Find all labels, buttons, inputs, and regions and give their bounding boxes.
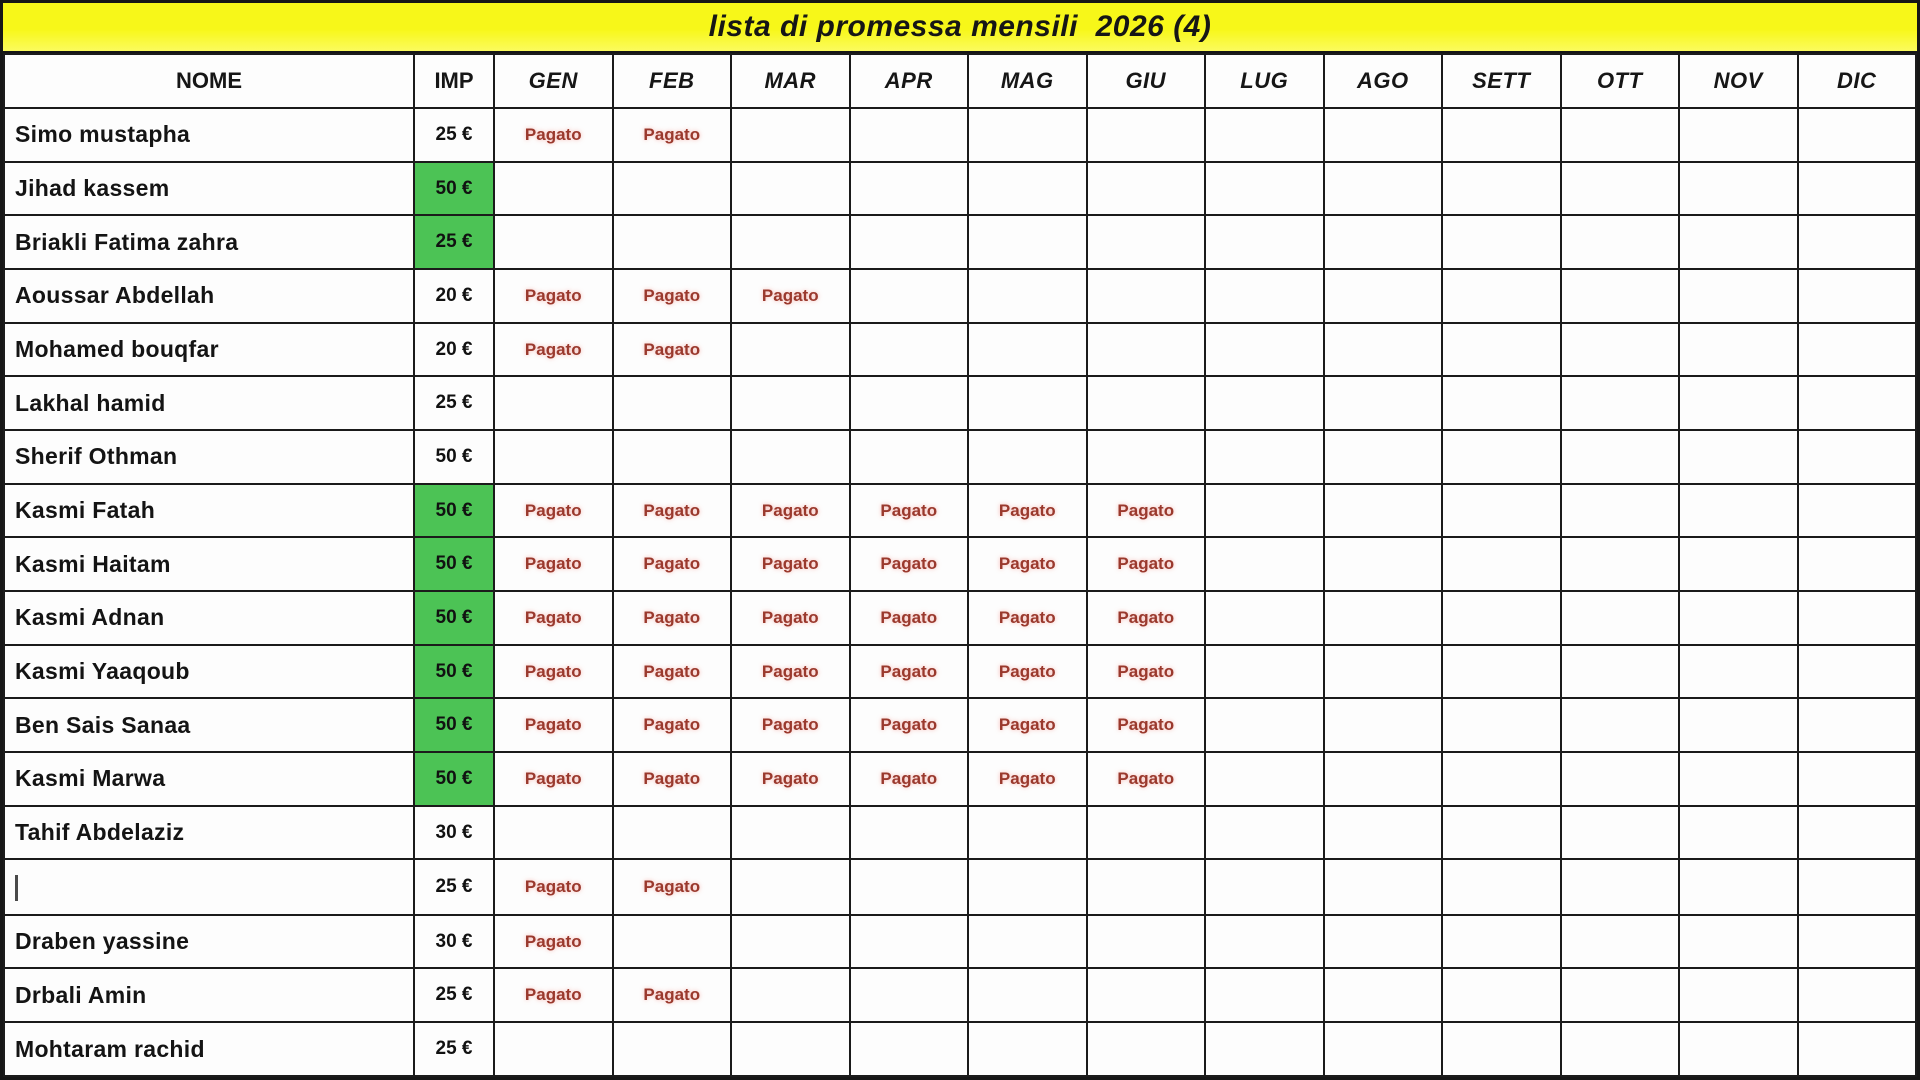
month-cell-lug[interactable]: [1205, 537, 1324, 591]
month-cell-mag[interactable]: [968, 1022, 1087, 1076]
month-cell-ott[interactable]: [1561, 537, 1680, 591]
month-cell-mag[interactable]: [968, 323, 1087, 377]
month-cell-dic[interactable]: [1798, 162, 1917, 216]
month-cell-lug[interactable]: [1205, 162, 1324, 216]
month-cell-giu[interactable]: [1087, 430, 1206, 484]
month-cell-lug[interactable]: [1205, 484, 1324, 538]
month-cell-ott[interactable]: [1561, 645, 1680, 699]
month-cell-lug[interactable]: [1205, 698, 1324, 752]
month-cell-mar[interactable]: Pagato: [731, 484, 850, 538]
month-cell-mar[interactable]: [731, 859, 850, 914]
month-cell-gen[interactable]: Pagato: [494, 915, 613, 969]
month-cell-ago[interactable]: [1324, 323, 1443, 377]
month-cell-gen[interactable]: [494, 1022, 613, 1076]
month-cell-sett[interactable]: [1442, 376, 1561, 430]
month-cell-mag[interactable]: [968, 108, 1087, 162]
month-cell-giu[interactable]: [1087, 108, 1206, 162]
name-cell[interactable]: Jihad kassem: [4, 162, 414, 216]
month-cell-dic[interactable]: [1798, 915, 1917, 969]
column-header-imp[interactable]: IMP: [414, 54, 494, 108]
month-cell-gen[interactable]: Pagato: [494, 645, 613, 699]
month-cell-nov[interactable]: [1679, 591, 1798, 645]
month-cell-nov[interactable]: [1679, 269, 1798, 323]
month-cell-nov[interactable]: [1679, 915, 1798, 969]
imp-cell[interactable]: 50 €: [414, 537, 494, 591]
month-cell-mar[interactable]: [731, 162, 850, 216]
month-cell-sett[interactable]: [1442, 269, 1561, 323]
month-cell-mar[interactable]: Pagato: [731, 645, 850, 699]
month-cell-giu[interactable]: Pagato: [1087, 752, 1206, 806]
column-header-sett[interactable]: SETT: [1442, 54, 1561, 108]
imp-cell[interactable]: 30 €: [414, 915, 494, 969]
month-cell-nov[interactable]: [1679, 859, 1798, 914]
month-cell-mag[interactable]: [968, 859, 1087, 914]
name-cell[interactable]: Kasmi Yaaqoub: [4, 645, 414, 699]
month-cell-feb[interactable]: Pagato: [613, 323, 732, 377]
month-cell-ott[interactable]: [1561, 806, 1680, 860]
month-cell-lug[interactable]: [1205, 1022, 1324, 1076]
column-header-ago[interactable]: AGO: [1324, 54, 1443, 108]
name-cell[interactable]: Draben yassine: [4, 915, 414, 969]
month-cell-ott[interactable]: [1561, 752, 1680, 806]
month-cell-mar[interactable]: [731, 1022, 850, 1076]
month-cell-sett[interactable]: [1442, 859, 1561, 914]
imp-cell[interactable]: 20 €: [414, 269, 494, 323]
table-row: [4, 108, 1916, 162]
month-cell-nov[interactable]: [1679, 698, 1798, 752]
month-cell-lug[interactable]: [1205, 215, 1324, 269]
month-cell-apr[interactable]: [850, 430, 969, 484]
imp-cell[interactable]: 50 €: [414, 162, 494, 216]
month-cell-mag[interactable]: Pagato: [968, 698, 1087, 752]
name-cell[interactable]: Simo mustapha: [4, 108, 414, 162]
month-cell-nov[interactable]: [1679, 376, 1798, 430]
month-cell-dic[interactable]: [1798, 968, 1917, 1022]
month-cell-gen[interactable]: Pagato: [494, 269, 613, 323]
name-cell[interactable]: Lakhal hamid: [4, 376, 414, 430]
month-cell-feb[interactable]: Pagato: [613, 269, 732, 323]
month-cell-lug[interactable]: [1205, 376, 1324, 430]
month-cell-mar[interactable]: [731, 376, 850, 430]
table-row: [4, 915, 1916, 969]
month-cell-apr[interactable]: [850, 1022, 969, 1076]
month-cell-feb[interactable]: Pagato: [613, 108, 732, 162]
month-cell-apr[interactable]: [850, 215, 969, 269]
month-cell-dic[interactable]: [1798, 269, 1917, 323]
month-cell-lug[interactable]: [1205, 645, 1324, 699]
table-row: [4, 591, 1916, 645]
imp-cell[interactable]: 30 €: [414, 806, 494, 860]
column-header-mar[interactable]: MAR: [731, 54, 850, 108]
month-cell-feb[interactable]: [613, 376, 732, 430]
month-cell-dic[interactable]: [1798, 752, 1917, 806]
month-cell-giu[interactable]: [1087, 1022, 1206, 1076]
table-row: [4, 162, 1916, 216]
month-cell-apr[interactable]: Pagato: [850, 591, 969, 645]
month-cell-ago[interactable]: [1324, 215, 1443, 269]
table-row: [4, 859, 1916, 914]
month-cell-giu[interactable]: [1087, 915, 1206, 969]
month-cell-nov[interactable]: [1679, 968, 1798, 1022]
month-cell-feb[interactable]: Pagato: [613, 484, 732, 538]
month-cell-gen[interactable]: Pagato: [494, 323, 613, 377]
month-cell-mag[interactable]: [968, 915, 1087, 969]
name-cell[interactable]: Ben Sais Sanaa: [4, 698, 414, 752]
table-row: [4, 698, 1916, 752]
imp-cell[interactable]: 50 €: [414, 645, 494, 699]
column-header-ott[interactable]: OTT: [1561, 54, 1680, 108]
month-cell-sett[interactable]: [1442, 537, 1561, 591]
month-cell-ott[interactable]: [1561, 323, 1680, 377]
month-cell-ago[interactable]: [1324, 806, 1443, 860]
month-cell-mar[interactable]: [731, 915, 850, 969]
name-cell[interactable]: Kasmi Haitam: [4, 537, 414, 591]
month-cell-giu[interactable]: Pagato: [1087, 591, 1206, 645]
month-cell-mar[interactable]: Pagato: [731, 698, 850, 752]
month-cell-mar[interactable]: [731, 806, 850, 860]
column-header-nov[interactable]: NOV: [1679, 54, 1798, 108]
imp-cell[interactable]: 25 €: [414, 968, 494, 1022]
month-cell-ott[interactable]: [1561, 108, 1680, 162]
month-cell-apr[interactable]: Pagato: [850, 484, 969, 538]
month-cell-mag[interactable]: Pagato: [968, 591, 1087, 645]
month-cell-giu[interactable]: [1087, 968, 1206, 1022]
month-cell-mar[interactable]: Pagato: [731, 591, 850, 645]
month-cell-apr[interactable]: [850, 806, 969, 860]
month-cell-ago[interactable]: [1324, 645, 1443, 699]
month-cell-ott[interactable]: [1561, 269, 1680, 323]
month-cell-mar[interactable]: Pagato: [731, 537, 850, 591]
name-cell[interactable]: Drbali Amin: [4, 968, 414, 1022]
month-cell-feb[interactable]: Pagato: [613, 968, 732, 1022]
name-cell[interactable]: Kasmi Fatah: [4, 484, 414, 538]
imp-cell[interactable]: 25 €: [414, 1022, 494, 1076]
imp-cell[interactable]: 20 €: [414, 323, 494, 377]
month-cell-ago[interactable]: [1324, 162, 1443, 216]
month-cell-feb[interactable]: [613, 215, 732, 269]
table-row: [4, 645, 1916, 699]
month-cell-lug[interactable]: [1205, 915, 1324, 969]
month-cell-feb[interactable]: Pagato: [613, 645, 732, 699]
table-row: [4, 269, 1916, 323]
month-cell-mar[interactable]: Pagato: [731, 269, 850, 323]
month-cell-sett[interactable]: [1442, 162, 1561, 216]
table-row: [4, 806, 1916, 860]
month-cell-sett[interactable]: [1442, 968, 1561, 1022]
month-cell-ago[interactable]: [1324, 752, 1443, 806]
month-cell-lug[interactable]: [1205, 323, 1324, 377]
month-cell-ago[interactable]: [1324, 108, 1443, 162]
month-cell-lug[interactable]: [1205, 752, 1324, 806]
column-header-apr[interactable]: APR: [850, 54, 969, 108]
month-cell-nov[interactable]: [1679, 484, 1798, 538]
month-cell-dic[interactable]: [1798, 323, 1917, 377]
month-cell-giu[interactable]: [1087, 323, 1206, 377]
month-cell-dic[interactable]: [1798, 108, 1917, 162]
month-cell-ott[interactable]: [1561, 162, 1680, 216]
month-cell-ott[interactable]: [1561, 430, 1680, 484]
table-body: [4, 108, 1916, 1076]
month-cell-ago[interactable]: [1324, 859, 1443, 914]
name-cell[interactable]: Mohamed bouqfar: [4, 323, 414, 377]
title-bar[interactable]: [3, 3, 1917, 53]
table-row: [4, 1022, 1916, 1076]
month-cell-nov[interactable]: [1679, 645, 1798, 699]
month-cell-sett[interactable]: [1442, 108, 1561, 162]
month-cell-nov[interactable]: [1679, 1022, 1798, 1076]
month-cell-apr[interactable]: [850, 376, 969, 430]
promise-table: [3, 53, 1917, 1077]
month-cell-sett[interactable]: [1442, 645, 1561, 699]
name-cell[interactable]: Tahif Abdelaziz: [4, 806, 414, 860]
month-cell-mar[interactable]: [731, 968, 850, 1022]
name-cell[interactable]: Kasmi Adnan: [4, 591, 414, 645]
column-header-gen[interactable]: GEN: [494, 54, 613, 108]
month-cell-giu[interactable]: Pagato: [1087, 698, 1206, 752]
month-cell-mag[interactable]: [968, 376, 1087, 430]
month-cell-gen[interactable]: [494, 806, 613, 860]
month-cell-sett[interactable]: [1442, 323, 1561, 377]
month-cell-lug[interactable]: [1205, 591, 1324, 645]
month-cell-mar[interactable]: Pagato: [731, 752, 850, 806]
month-cell-dic[interactable]: [1798, 1022, 1917, 1076]
month-cell-apr[interactable]: Pagato: [850, 537, 969, 591]
month-cell-nov[interactable]: [1679, 323, 1798, 377]
month-cell-ott[interactable]: [1561, 915, 1680, 969]
imp-cell[interactable]: 25 €: [414, 108, 494, 162]
month-cell-nov[interactable]: [1679, 162, 1798, 216]
text-cursor: [15, 875, 18, 901]
month-cell-nov[interactable]: [1679, 215, 1798, 269]
month-cell-sett[interactable]: [1442, 806, 1561, 860]
page-title: lista di promessa mensili 2026 (4): [708, 10, 1212, 43]
month-cell-mar[interactable]: [731, 430, 850, 484]
month-cell-dic[interactable]: [1798, 591, 1917, 645]
name-cell[interactable]: Mohtaram rachid: [4, 1022, 414, 1076]
month-cell-apr[interactable]: Pagato: [850, 752, 969, 806]
month-cell-ago[interactable]: [1324, 591, 1443, 645]
month-cell-ott[interactable]: [1561, 698, 1680, 752]
month-cell-feb[interactable]: [613, 162, 732, 216]
month-cell-dic[interactable]: [1798, 376, 1917, 430]
name-cell[interactable]: Briakli Fatima zahra: [4, 215, 414, 269]
month-cell-dic[interactable]: [1798, 806, 1917, 860]
month-cell-giu[interactable]: [1087, 806, 1206, 860]
month-cell-ago[interactable]: [1324, 537, 1443, 591]
name-cell[interactable]: Sherif Othman: [4, 430, 414, 484]
month-cell-sett[interactable]: [1442, 215, 1561, 269]
month-cell-ott[interactable]: [1561, 591, 1680, 645]
month-cell-ago[interactable]: [1324, 484, 1443, 538]
month-cell-ott[interactable]: [1561, 215, 1680, 269]
table-row: [4, 537, 1916, 591]
month-cell-apr[interactable]: [850, 162, 969, 216]
imp-cell[interactable]: 50 €: [414, 591, 494, 645]
month-cell-sett[interactable]: [1442, 484, 1561, 538]
month-cell-dic[interactable]: [1798, 484, 1917, 538]
month-cell-gen[interactable]: [494, 215, 613, 269]
month-cell-gen[interactable]: [494, 430, 613, 484]
month-cell-nov[interactable]: [1679, 430, 1798, 484]
month-cell-apr[interactable]: Pagato: [850, 645, 969, 699]
imp-cell[interactable]: 25 €: [414, 859, 494, 914]
month-cell-mag[interactable]: [968, 806, 1087, 860]
month-cell-giu[interactable]: [1087, 162, 1206, 216]
column-header-mag[interactable]: MAG: [968, 54, 1087, 108]
month-cell-ott[interactable]: [1561, 376, 1680, 430]
month-cell-gen[interactable]: [494, 162, 613, 216]
month-cell-feb[interactable]: Pagato: [613, 752, 732, 806]
name-cell[interactable]: Kasmi Marwa: [4, 752, 414, 806]
month-cell-lug[interactable]: [1205, 108, 1324, 162]
month-cell-dic[interactable]: [1798, 537, 1917, 591]
month-cell-ago[interactable]: [1324, 430, 1443, 484]
month-cell-mag[interactable]: Pagato: [968, 645, 1087, 699]
month-cell-dic[interactable]: [1798, 215, 1917, 269]
month-cell-ago[interactable]: [1324, 968, 1443, 1022]
month-cell-mag[interactable]: [968, 215, 1087, 269]
month-cell-nov[interactable]: [1679, 806, 1798, 860]
month-cell-feb[interactable]: [613, 806, 732, 860]
month-cell-ott[interactable]: [1561, 859, 1680, 914]
imp-cell[interactable]: 50 €: [414, 752, 494, 806]
table-row: [4, 376, 1916, 430]
header-row: [4, 54, 1916, 108]
month-cell-sett[interactable]: [1442, 430, 1561, 484]
month-cell-feb[interactable]: Pagato: [613, 859, 732, 914]
month-cell-gen[interactable]: Pagato: [494, 859, 613, 914]
name-cell[interactable]: [4, 859, 414, 914]
month-cell-gen[interactable]: Pagato: [494, 968, 613, 1022]
month-cell-apr[interactable]: Pagato: [850, 698, 969, 752]
month-cell-mag[interactable]: [968, 968, 1087, 1022]
month-cell-gen[interactable]: Pagato: [494, 537, 613, 591]
month-cell-nov[interactable]: [1679, 537, 1798, 591]
month-cell-mag[interactable]: Pagato: [968, 484, 1087, 538]
month-cell-apr[interactable]: [850, 859, 969, 914]
month-cell-ago[interactable]: [1324, 915, 1443, 969]
month-cell-apr[interactable]: [850, 269, 969, 323]
month-cell-apr[interactable]: [850, 915, 969, 969]
month-cell-apr[interactable]: [850, 108, 969, 162]
month-cell-giu[interactable]: [1087, 376, 1206, 430]
month-cell-feb[interactable]: [613, 915, 732, 969]
month-cell-ago[interactable]: [1324, 269, 1443, 323]
month-cell-feb[interactable]: Pagato: [613, 698, 732, 752]
month-cell-lug[interactable]: [1205, 430, 1324, 484]
month-cell-mar[interactable]: [731, 323, 850, 377]
month-cell-lug[interactable]: [1205, 859, 1324, 914]
month-cell-nov[interactable]: [1679, 108, 1798, 162]
month-cell-mag[interactable]: [968, 269, 1087, 323]
month-cell-feb[interactable]: [613, 1022, 732, 1076]
month-cell-giu[interactable]: Pagato: [1087, 645, 1206, 699]
month-cell-gen[interactable]: Pagato: [494, 591, 613, 645]
month-cell-ott[interactable]: [1561, 968, 1680, 1022]
month-cell-gen[interactable]: Pagato: [494, 752, 613, 806]
month-cell-mag[interactable]: Pagato: [968, 537, 1087, 591]
month-cell-ago[interactable]: [1324, 376, 1443, 430]
month-cell-mag[interactable]: Pagato: [968, 752, 1087, 806]
month-cell-giu[interactable]: Pagato: [1087, 537, 1206, 591]
month-cell-sett[interactable]: [1442, 698, 1561, 752]
table-row: [4, 430, 1916, 484]
month-cell-mag[interactable]: [968, 430, 1087, 484]
month-cell-apr[interactable]: [850, 323, 969, 377]
imp-cell[interactable]: 25 €: [414, 376, 494, 430]
month-cell-sett[interactable]: [1442, 915, 1561, 969]
month-cell-dic[interactable]: [1798, 859, 1917, 914]
column-header-nome[interactable]: NOME: [4, 54, 414, 108]
month-cell-mag[interactable]: [968, 162, 1087, 216]
table-row: [4, 968, 1916, 1022]
month-cell-feb[interactable]: Pagato: [613, 537, 732, 591]
month-cell-nov[interactable]: [1679, 752, 1798, 806]
month-cell-mar[interactable]: [731, 215, 850, 269]
month-cell-dic[interactable]: [1798, 698, 1917, 752]
month-cell-apr[interactable]: [850, 968, 969, 1022]
month-cell-giu[interactable]: [1087, 269, 1206, 323]
column-header-feb[interactable]: FEB: [613, 54, 732, 108]
imp-cell[interactable]: 25 €: [414, 215, 494, 269]
month-cell-giu[interactable]: [1087, 215, 1206, 269]
month-cell-gen[interactable]: Pagato: [494, 698, 613, 752]
imp-cell[interactable]: 50 €: [414, 698, 494, 752]
month-cell-sett[interactable]: [1442, 591, 1561, 645]
column-header-lug[interactable]: LUG: [1205, 54, 1324, 108]
column-header-giu[interactable]: GIU: [1087, 54, 1206, 108]
month-cell-giu[interactable]: [1087, 859, 1206, 914]
month-cell-dic[interactable]: [1798, 645, 1917, 699]
table-row: [4, 484, 1916, 538]
column-header-dic[interactable]: DIC: [1798, 54, 1917, 108]
table-row: [4, 215, 1916, 269]
month-cell-sett[interactable]: [1442, 1022, 1561, 1076]
table-row: [4, 323, 1916, 377]
month-cell-lug[interactable]: [1205, 806, 1324, 860]
imp-cell[interactable]: 50 €: [414, 484, 494, 538]
month-cell-lug[interactable]: [1205, 968, 1324, 1022]
month-cell-ott[interactable]: [1561, 484, 1680, 538]
month-cell-lug[interactable]: [1205, 269, 1324, 323]
month-cell-feb[interactable]: [613, 430, 732, 484]
month-cell-gen[interactable]: Pagato: [494, 108, 613, 162]
month-cell-mar[interactable]: [731, 108, 850, 162]
month-cell-gen[interactable]: [494, 376, 613, 430]
imp-cell[interactable]: 50 €: [414, 430, 494, 484]
month-cell-feb[interactable]: Pagato: [613, 591, 732, 645]
month-cell-giu[interactable]: Pagato: [1087, 484, 1206, 538]
month-cell-ago[interactable]: [1324, 1022, 1443, 1076]
table-row: [4, 752, 1916, 806]
name-cell[interactable]: Aoussar Abdellah: [4, 269, 414, 323]
month-cell-dic[interactable]: [1798, 430, 1917, 484]
month-cell-gen[interactable]: Pagato: [494, 484, 613, 538]
month-cell-sett[interactable]: [1442, 752, 1561, 806]
month-cell-ott[interactable]: [1561, 1022, 1680, 1076]
month-cell-ago[interactable]: [1324, 698, 1443, 752]
